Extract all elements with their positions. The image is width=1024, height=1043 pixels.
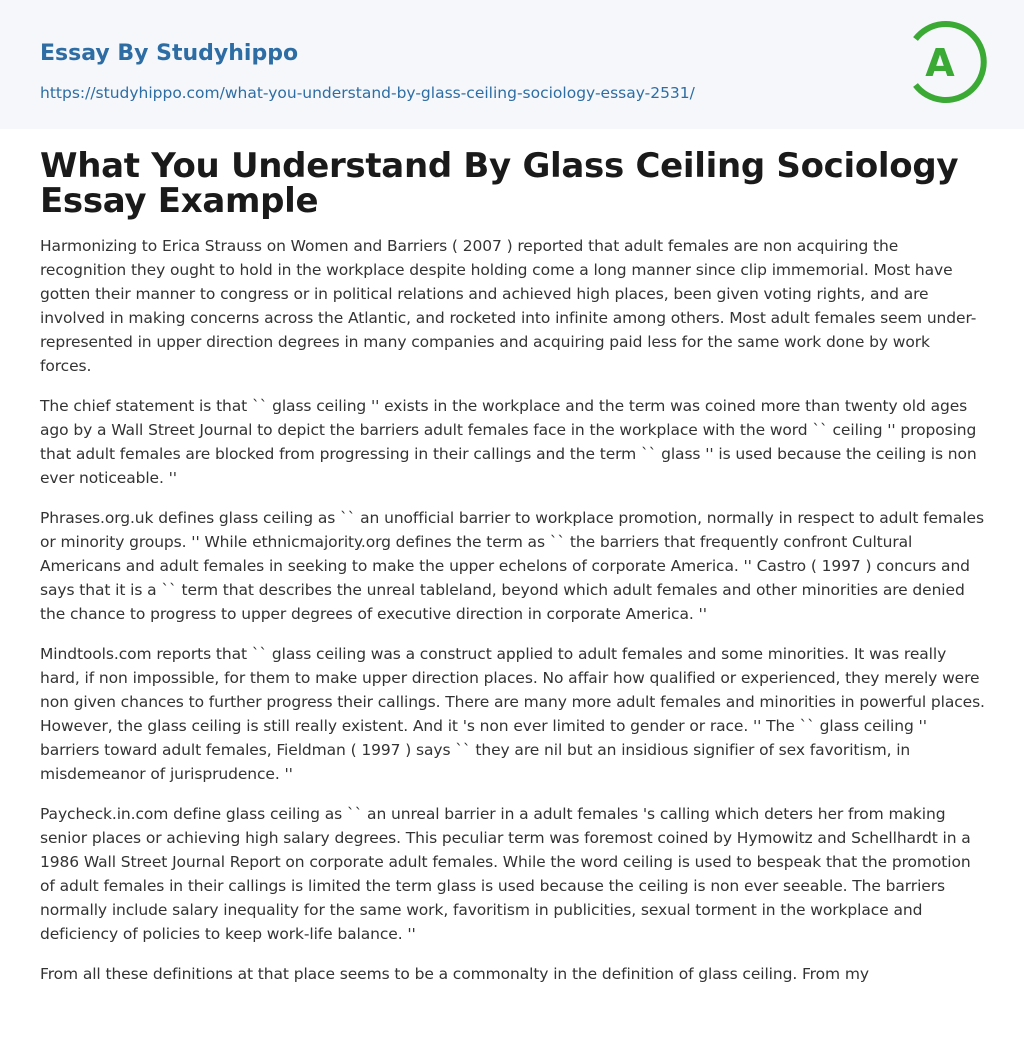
- site-logo[interactable]: [910, 19, 988, 105]
- article-paragraph-6: From all these definitions at that place seems to be a commonalty in the definition of glass ceiling. From my: [40, 965, 869, 983]
- article-paragraph-2: The chief statement is that `` glass ceiling '' exists in the workplace and the term was coined more than twenty old ages ago by a Wall Street Journal to depict the barriers adult females face in the workplace with the word `` ceiling '' proposing that adult females are blocked from progressing in their callings and the term `` glass '' is used because the ceiling is non ever noticeable. '': [40, 397, 977, 487]
- page-title: What You Understand By Glass Ceiling Sociology Essay Example: [40, 146, 959, 221]
- article-paragraph-1: Harmonizing to Erica Strauss on Women and Barriers ( 2007 ) reported that adult females are non acquiring the recognition they ought to hold in the workplace despite holding come a long manner since clip immemorial. Most have gotten their manner to congress or in political relations and achieved high places, been given voting rights, and are involved in making concerns across the Atlantic, and rocketed into infinite among others. Most adult females seem under-represented in upper direction degrees in many companies and acquiring paid less for the same work done by work forces.: [40, 237, 977, 375]
- article-paragraph-4: Mindtools.com reports that `` glass ceiling was a construct applied to adult females and some minorities. It was really hard, if non impossible, for them to make upper direction places. No affair how qualified or experienced, they merely were non given chances to further progress their callings. There are many more adult females and minorities in powerful places. However, the glass ceiling is still really existent. And it 's non ever limited to gender or race. '' The `` glass ceiling '' barriers toward adult females, Fieldman ( 1997 ) says `` they are nil but an insidious signifier of sex favoritism, in misdemeanor of jurisprudence. '': [40, 645, 985, 783]
- article-body: [40, 234, 985, 1002]
- article-paragraph-5: Paycheck.in.com define glass ceiling as `` an unreal barrier in a adult females 's calling which deters her from making senior places or achieving high salary degrees. This peculiar term was foremost coined by Hymowitz and Schellhardt in a 1986 Wall Street Journal Report on corporate adult females. While the word ceiling is used to bespeak that the promotion of adult females in their callings is limited the term glass is used because the ceiling is non ever seeable. The barriers normally include salary inequality for the same work, favoritism in publicities, sexual torment in the workplace and deficiency of policies to keep work-life balance. '': [40, 805, 971, 943]
- site-brand-link[interactable]: Essay By Studyhippo: [40, 41, 299, 66]
- article-paragraph-3: Phrases.org.uk defines glass ceiling as `` an unofficial barrier to workplace promotion, normally in respect to adult females or minority groups. '' While ethnicmajority.org defines the term as `` the barriers that frequently confront Cultural Americans and adult females in seeking to make the upper echelons of corporate America. '' Castro ( 1997 ) concurs and says that it is a `` term that describes the unreal tableland, beyond which adult females and other minorities are denied the chance to progress to upper degrees of executive direction in corporate America. '': [40, 509, 984, 623]
- logo-letter: A: [925, 41, 955, 85]
- page-url-link[interactable]: https://studyhippo.com/what-you-understand-by-glass-ceiling-sociology-essay-2531/: [40, 84, 695, 102]
- site-header: [0, 0, 1024, 129]
- letter-a-circle-logo-icon: [910, 19, 988, 105]
